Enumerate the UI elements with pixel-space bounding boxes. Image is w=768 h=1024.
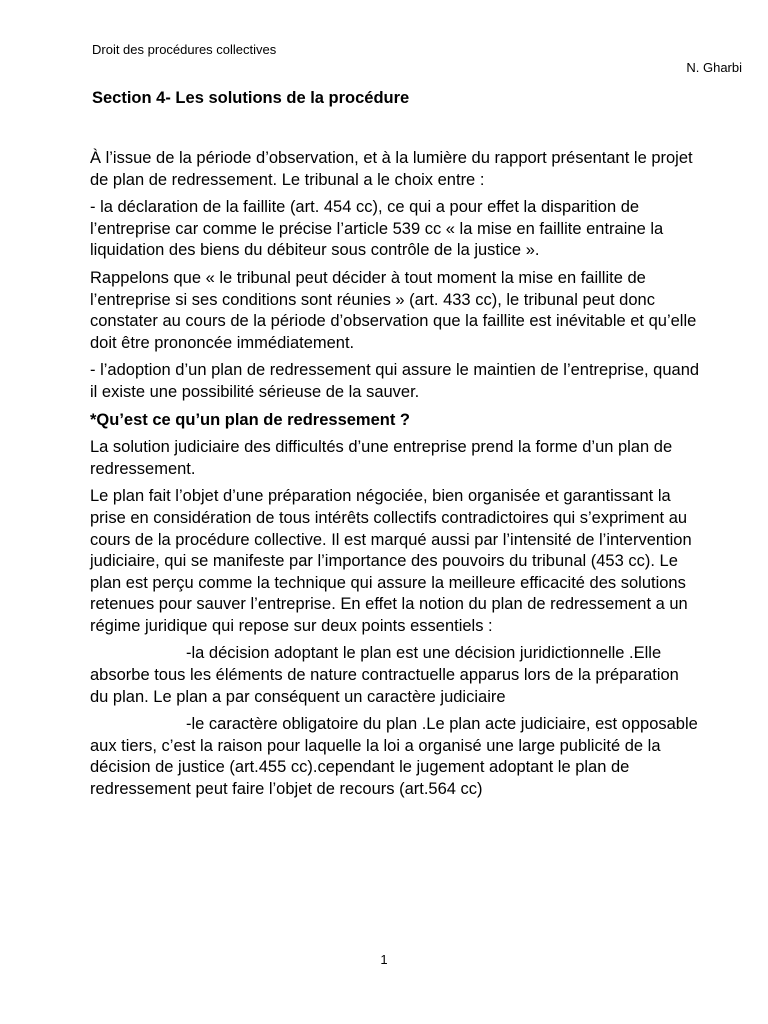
paragraph-adoption: - l’adoption d’un plan de redressement qui assure le maintien de l’entreprise, quand il existe une possibilité sérieuse de la sauver. — [90, 361, 700, 401]
author-name: N. Gharbi — [686, 60, 742, 75]
section-title: Section 4- Les solutions de la procédure — [92, 89, 410, 107]
page-number: 1 — [380, 952, 388, 967]
subheading-plan: *Qu’est ce qu’un plan de redressement ? — [90, 410, 411, 429]
paragraph-faillite: - la déclaration de la faillite (art. 454 cc), ce qui a pour effet la disparition de l’entreprise car comme le précise l’article 539 cc « la mise en faillite entraine la liquidation des biens du débiteur sous contrôle de la justice ». — [90, 198, 664, 260]
paragraph-decision: -la décision adoptant le plan est une décision juridictionnelle .Elle absorbe tous les éléments de nature contractuelle apparus lors de la préparation du plan. Le plan a par conséquent un caractère judiciaire — [90, 644, 679, 706]
body-text — [90, 148, 700, 807]
paragraph-intro: À l’issue de la période d’observation, et à la lumière du rapport présentant le projet de plan de redressement. Le tribunal a le choix entre : — [90, 149, 693, 189]
paragraph-solution: La solution judiciaire des difficultés d’une entreprise prend la forme d’un plan de redressement. — [90, 438, 673, 478]
paragraph-plan: Le plan fait l’objet d’une préparation négociée, bien organisée et garantissant la prise en considération de tous intérêts collectifs contradictoires qui s’expriment au cours de la procédure collective. Il est marqué aussi par l’intensité de l’intervention judiciaire, qui se manifeste par l’importance des pouvoirs du tribunal (453 cc). Le plan est perçu comme la technique qui assure la meilleure efficacité des solutions retenues pour sauver l’entreprise. En effet la notion du plan de redressement a un régime juridique qui repose sur deux points essentiels : — [90, 487, 692, 635]
paragraph-rappel: Rappelons que « le tribunal peut décider à tout moment la mise en faillite de l’entreprise si ses conditions sont réunies » (art. 433 cc), le tribunal peut donc constater au cours de la période d’observation que la faillite est inévitable et qu’elle doit être prononcée immédiatement. — [90, 268, 697, 352]
running-header: Droit des procédures collectives — [92, 42, 277, 57]
paragraph-obligatoire: -le caractère obligatoire du plan .Le plan acte judiciaire, est opposable aux tiers, c’est la raison pour laquelle la loi a organisé une large publicité de la décision de justice (art.455 cc).cependant le jugement adoptant le plan de redressement peut faire l’objet de recours (art.564 cc) — [90, 715, 698, 799]
